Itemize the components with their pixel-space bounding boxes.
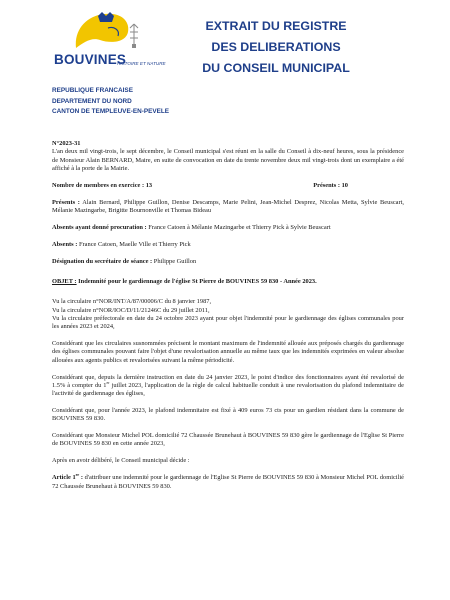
article-1-text: d'attribuer une indemnité pour le gardiennage de l'Eglise St Pierre de BOUVINES 59 830 à Monsieur Michel POL domicilié 72 Chaussée Brunehaut à BOUVINES 59 830. [52, 474, 404, 490]
objet-paragraph [52, 278, 404, 286]
considerant-2-text-b: juillet 2023, l'application de la règle de calcul habituelle conduit à une revalorisation du plafond indemnitaire de l'activité de gardiennage des églises, [52, 381, 404, 398]
considerant-paragraph-1: Considérant que les circulaires susnommées précisent le montant maximum de l'indemnité allouée aux préposés chargés du gardiennage des églises communales pouvant faire l'objet d'une revalorisation annuelle au même taux que les indemnités exprimées en valeur absolue allouées aux agents publics et revalorisées suivant la même périodicité. [52, 340, 404, 364]
secretary-name: Philippe Guillon [152, 257, 197, 265]
title-line-2: DES DELIBERATIONS [211, 40, 341, 54]
considerant-paragraph-2 [52, 374, 404, 399]
article-1-label [52, 474, 83, 481]
considerant-paragraph-4: Considérant que Monsieur Michel POL domicilié 72 Chaussée Brunehaut à BOUVINES 59 830 gère le gardiennage de l'Eglise St Pierre de BOUVINES 59 830 en cette année 2023, [52, 432, 404, 448]
presents-list: Alain Bernard, Philippe Guillon, Denise Descamps, Marie Pelini, Jean-Michel Desprez, Nicolas Metta, Sylvie Beuscart, Mélanie Mazingarbe, Brigitte Bournonville et Thomas Bideau [52, 198, 404, 214]
vu-line-2: Vu la circulaire n°NOR/IOC/D/11/21246C du 29 juillet 2011, [52, 306, 210, 314]
procuration-paragraph [52, 224, 404, 232]
article-1-label-text: Article 1 [52, 474, 76, 482]
secretary-label: Désignation du secrétaire de séance : [52, 257, 153, 265]
present-count: Présents : 10 [313, 181, 348, 189]
logo-wordmark: BOUVINES [54, 52, 127, 67]
title-line-3: DU CONSEIL MUNICIPAL [202, 61, 350, 75]
objet-label: OBJET : [52, 277, 77, 285]
intro-paragraph: L'an deux mil vingt-trois, le sept décembre, le Conseil municipal s'est réuni en la salle du Conseil à dix-neuf heures, sous la présidence de Monsieur Alain BERNARD, Maire, en suite de convocation en date du trente novembre deux mil vingt-trois dont un exemplaire a été affiché à la porte de la Mairie. [52, 148, 404, 172]
secretary-paragraph [52, 258, 404, 266]
deliberation-body [52, 140, 404, 491]
objet-text: Indemnité pour le gardiennage de l'église St Pierre de BOUVINES 59 830 - Année 2023. [76, 277, 317, 285]
procuration-text: France Catoen à Mélanie Mazingarbe et Thierry Pick à Sylvie Beuscart [146, 223, 331, 231]
procuration-label: Absents ayant donné procuration : [52, 223, 147, 231]
department-line: DEPARTEMENT DU NORD [52, 97, 132, 105]
logo-emblem-icon [50, 10, 170, 58]
deliberation-number: N°2023-31 [52, 140, 81, 147]
logo-tagline: HISTOIRE ET NATURE [117, 61, 166, 66]
canton-line: CANTON DE TEMPLEUVE-EN-PEVELE [52, 108, 170, 115]
absents-paragraph [52, 241, 404, 249]
presents-paragraph [52, 199, 404, 216]
administrative-header [52, 86, 169, 118]
article-1-superscript: er [75, 472, 80, 478]
members-count: Nombre de membres en exercice : 13 [52, 181, 153, 189]
republic-line: REPUBLIQUE FRANCAISE [52, 87, 133, 94]
considerant-2-superscript: er [106, 379, 110, 385]
absents-label: Absents : [52, 240, 78, 248]
decision-intro: Après en avoir délibéré, le Conseil municipal décide : [52, 457, 190, 465]
attendance-row [52, 182, 404, 190]
vu-line-3: Vu la circulaire préfectorale en date du 24 octobre 2023 ayant pour objet l'indemnité pour le gardiennage des églises communales pour les années 2023 et 2024, [52, 314, 404, 331]
title-line-1: EXTRAIT DU REGISTRE [205, 19, 347, 33]
vu-block [52, 298, 404, 331]
document-title [196, 16, 356, 79]
considerant-paragraph-3: Considérant que, pour l'année 2023, le plafond indemnitaire est fixé à 409 euros 73 cts pour un gardien résidant dans la commune de BOUVINES 59 830. [52, 406, 404, 423]
bouvines-logo [50, 10, 170, 78]
article-1-paragraph [52, 474, 404, 491]
absents-list: France Catoen, Maelle Ville et Thierry Pick [77, 240, 191, 248]
vu-line-1: Vu la circulaire n°NOR/INT/A/87/00006/C du 8 janvier 1987, [52, 298, 212, 306]
presents-label: Présents : [52, 198, 80, 206]
considerant-2-text-a: Considérant que, depuis la dernière instruction en date du 24 janvier 2023, le point d'indice des fonctionnaires ayant été revalorisé de 1.5% à compter du 1 [52, 373, 404, 389]
article-1-colon: : [79, 474, 83, 482]
